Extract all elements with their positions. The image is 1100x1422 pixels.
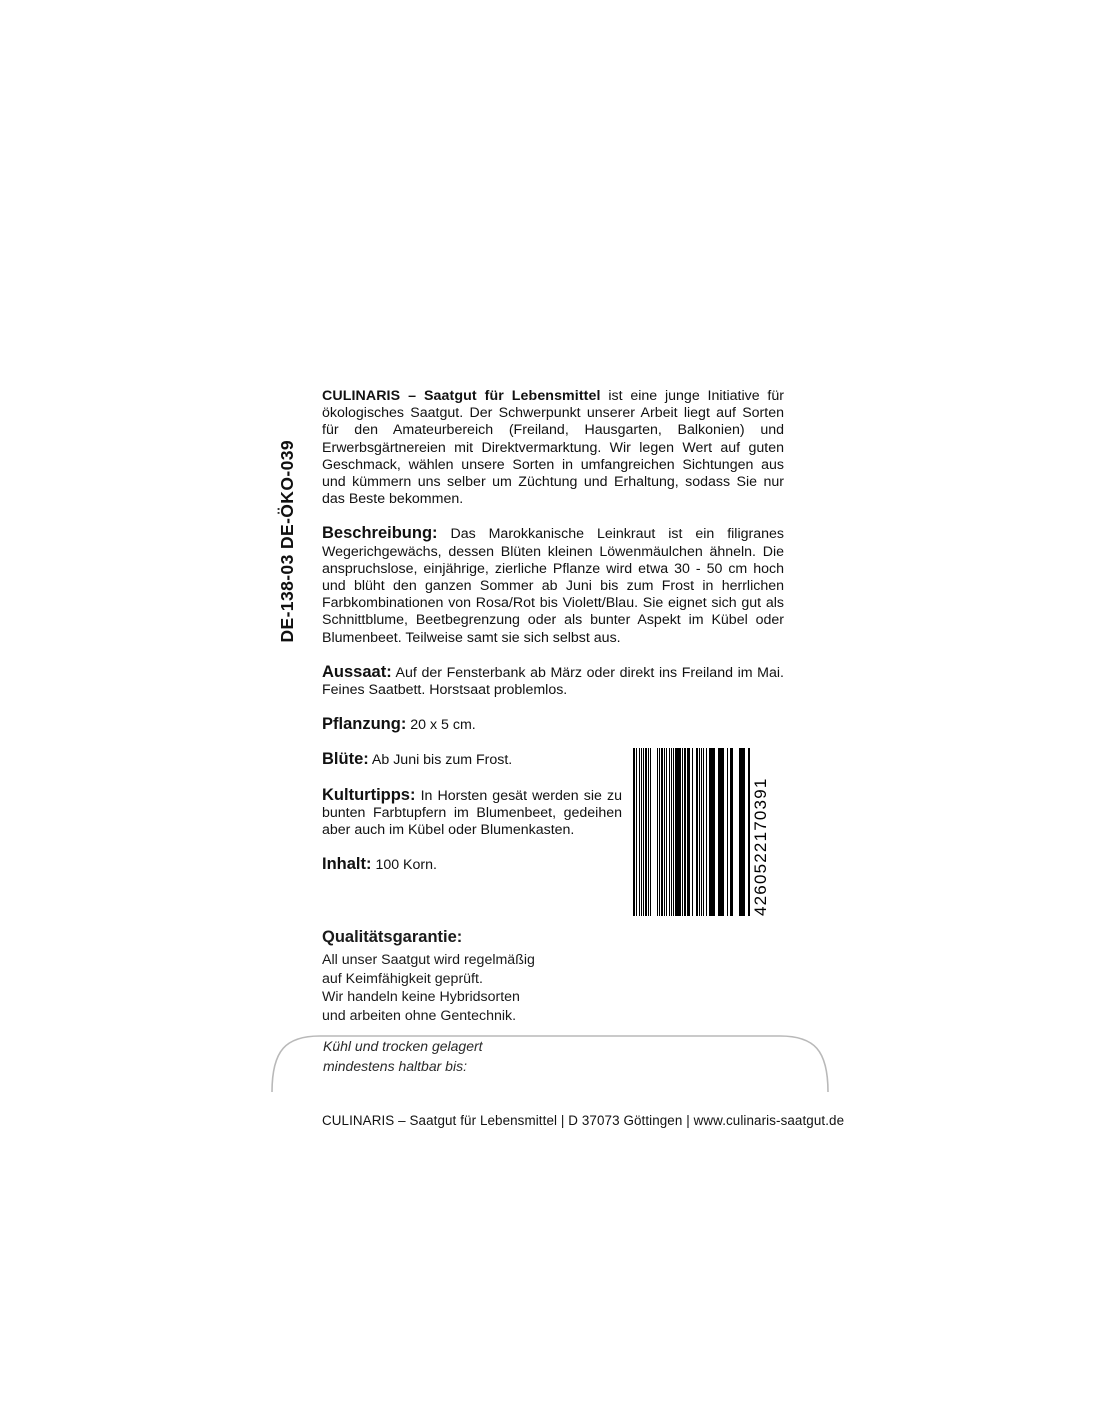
section-text: Das Marokkanische Leinkraut ist ein filigranes Wegerichgewächs, dessen Blüten kleinen Löwenmäulchen ähneln. Die anspruchslose, einjährige, zierliche Pflanze wird etwa 30 - 50 cm hoch und blüht den ganzen Sommer ab Juni bis zum Frost in herrlichen Farbkombinationen von Rosa/Rot bis Violett/Blau. Sie eignet sich gut als Schnittblume, Beetbegrenzung oder als bunter Aspekt im Kübel oder Blumenbeet. Teilweise samt sie sich selbst aus. — [322, 526, 784, 646]
section-heading: Aussaat: — [322, 662, 392, 681]
intro-paragraph — [322, 388, 784, 508]
section-heading: Inhalt: — [322, 855, 372, 874]
section-text: 100 Korn. — [371, 857, 437, 874]
quality-guarantee-line: auf Keimfähigkeit geprüft. — [322, 970, 483, 987]
quality-guarantee — [322, 928, 652, 1025]
quality-guarantee-title: Qualitätsgarantie: — [322, 928, 463, 946]
footer-address: CULINARIS – Saatgut für Lebensmittel | D 37073 Göttingen | www.culinaris-saatgut.de — [322, 1113, 845, 1128]
barcode — [633, 748, 781, 916]
section-cultivation-tips — [322, 787, 622, 840]
certification-code: DE-138-03 DE-ÖKO-039 — [277, 440, 297, 643]
section-planting — [322, 716, 784, 734]
quality-guarantee-line: Wir handeln keine Hybridsorten — [322, 989, 520, 1006]
section-heading: Pflanzung: — [322, 715, 407, 734]
barcode-bars — [633, 748, 751, 916]
section-text: 20 x 5 cm. — [406, 717, 476, 734]
intro-text: ist eine junge Initiative für ökologisches Saatgut. Der Schwerpunkt unserer Arbeit liegt auf Sorten für den Amateurbereich (Freiland, Hausgarten, Balkonien) und Erwerbsgärtnereien mit Direktvermarktung. Wir legen Wert auf guten Geschmack, wählen unsere Sorten in umfangreichen Sichtungen aus und kümmern uns selber um Züchtung und Erhaltung, sodass Sie nur das Beste bekommen. — [322, 388, 784, 508]
section-sowing — [322, 664, 784, 699]
section-text: Ab Juni bis zum Frost. — [368, 752, 513, 769]
storage-line-2: mindestens haltbar bis: — [323, 1058, 467, 1074]
brand-name: CULINARIS – Saatgut für Lebensmittel — [322, 388, 601, 404]
storage-box — [268, 1026, 832, 1092]
quality-guarantee-line: und arbeiten ohne Gentechnik. — [322, 1007, 517, 1024]
quality-guarantee-line: All unser Saatgut wird regelmäßig — [322, 952, 535, 968]
section-text: Auf der Fensterbank ab März oder direkt ins Freiland im Mai. Feines Saatbett. Horstsaat problemlos. — [322, 664, 784, 699]
section-heading: Blüte: — [322, 750, 369, 769]
section-heading: Beschreibung: — [322, 524, 438, 543]
storage-line-1: Kühl und trocken gelagert — [323, 1038, 483, 1054]
barcode-number: 4260522170391 — [751, 777, 770, 916]
section-heading: Kulturtipps: — [322, 785, 416, 804]
section-description — [322, 525, 784, 646]
storage-text — [323, 1036, 483, 1076]
section-text: In Horsten gesät werden sie zu bunten Farbtupfern im Blumenbeet, gedeihen aber auch im Kübel oder Blumenkasten. — [322, 787, 622, 839]
